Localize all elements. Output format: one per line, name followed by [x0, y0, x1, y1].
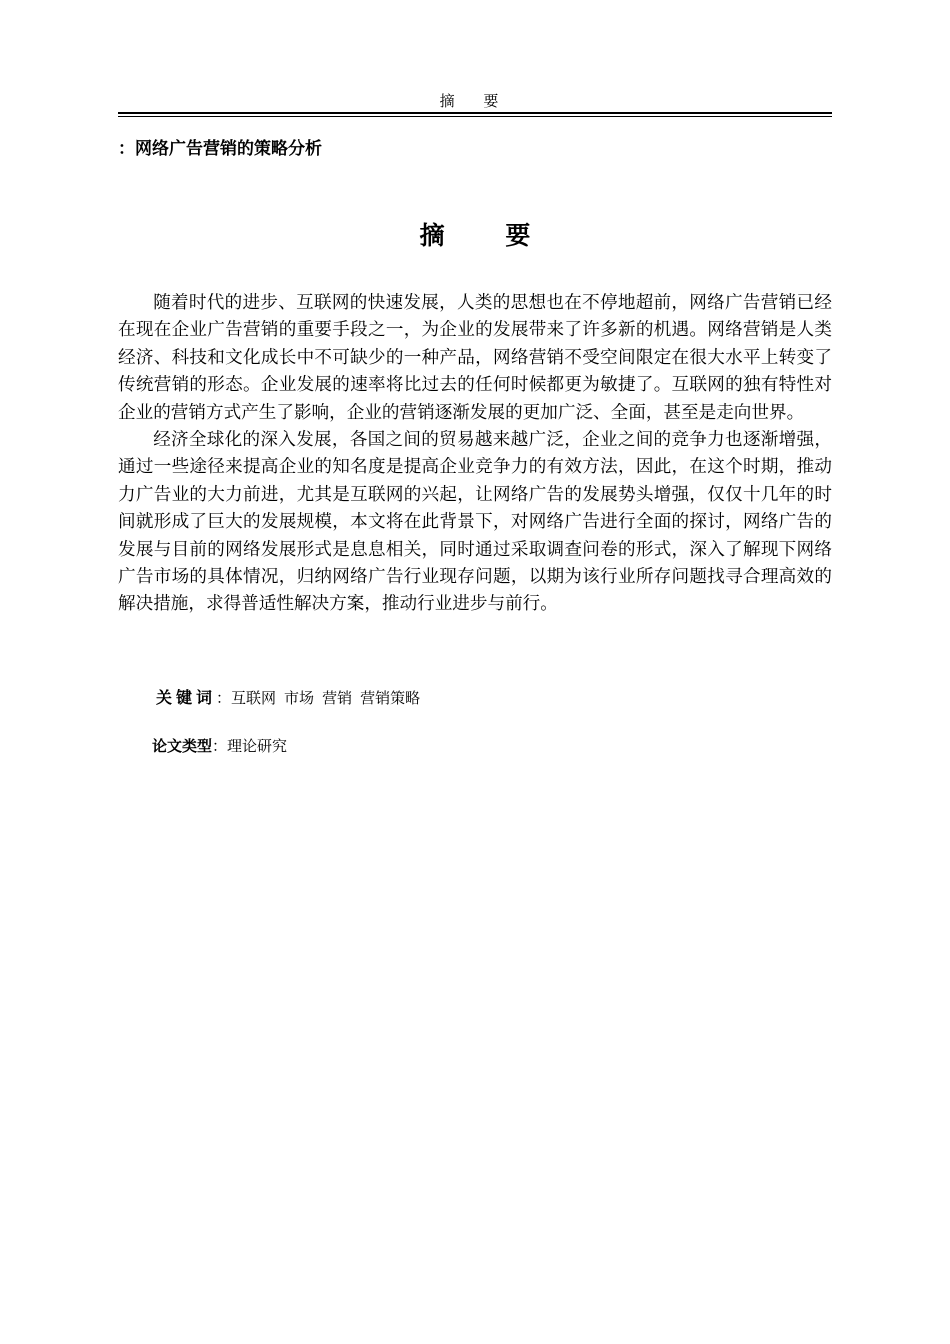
paper-type-line — [152, 734, 287, 758]
abstract-heading: 摘 要 — [419, 221, 557, 250]
abstract-paragraph-1: 随着时代的进步、互联网的快速发展，人类的思想也在不停地超前，网络广告营销已经在现在企业广告营销的重要手段之一，为企业的发展带来了许多新的机遇。网络营销是人类经济、科技和文化成长中不可缺少的一种产品，网络营销不受空间限定在很大水平上转变了传统营销的形态。企业发展的速率将比过去的任何时候都更为敏捷了。互联网的独有特性对企业的营销方式产生了影响，企业的营销逐渐发展的更加广泛、全面，甚至是走向世界。 — [118, 293, 832, 423]
keywords-line — [156, 686, 428, 710]
keyword-item: 市场 — [284, 689, 315, 707]
keywords-label: 关键词 — [156, 688, 217, 707]
keyword-item: 营销策略 — [360, 689, 421, 707]
keywords-separator: ： — [216, 689, 232, 707]
paper-type-value: 理论研究 — [227, 737, 288, 755]
running-header: 摘 要 — [439, 92, 511, 110]
paper-type-separator: ： — [212, 737, 228, 755]
document-title: ：网络广告营销的策略分析 — [118, 139, 322, 159]
abstract-paragraph-2: 经济全球化的深入发展，各国之间的贸易越来越广泛，企业之间的竞争力也逐渐增强，通过一些途径来提高企业的知名度是提高企业竞争力的有效方法，因此，在这个时期，推动力广告业的大力前进，尤其是互联网的兴起，让网络广告的发展势头增强，仅仅十几年的时间就形成了巨大的发展规模，本文将在此背景下，对网络广告进行全面的探讨，网络广告的发展与目前的网络发展形式是息息相关，同时通过采取调查问卷的形式，深入了解现下网络广告市场的具体情况，归纳网络广告行业现存问题，以期为该行业所存问题找寻合理高效的解决措施，求得普适性解决方案，推动行业进步与前行。 — [118, 430, 832, 615]
header-rule-thin — [118, 116, 832, 117]
keyword-item: 互联网 — [231, 689, 277, 707]
abstract-body — [118, 290, 832, 619]
paper-type-label: 论文类型 — [152, 737, 213, 755]
header-rule-thick — [118, 112, 832, 114]
keyword-item: 营销 — [322, 689, 353, 707]
